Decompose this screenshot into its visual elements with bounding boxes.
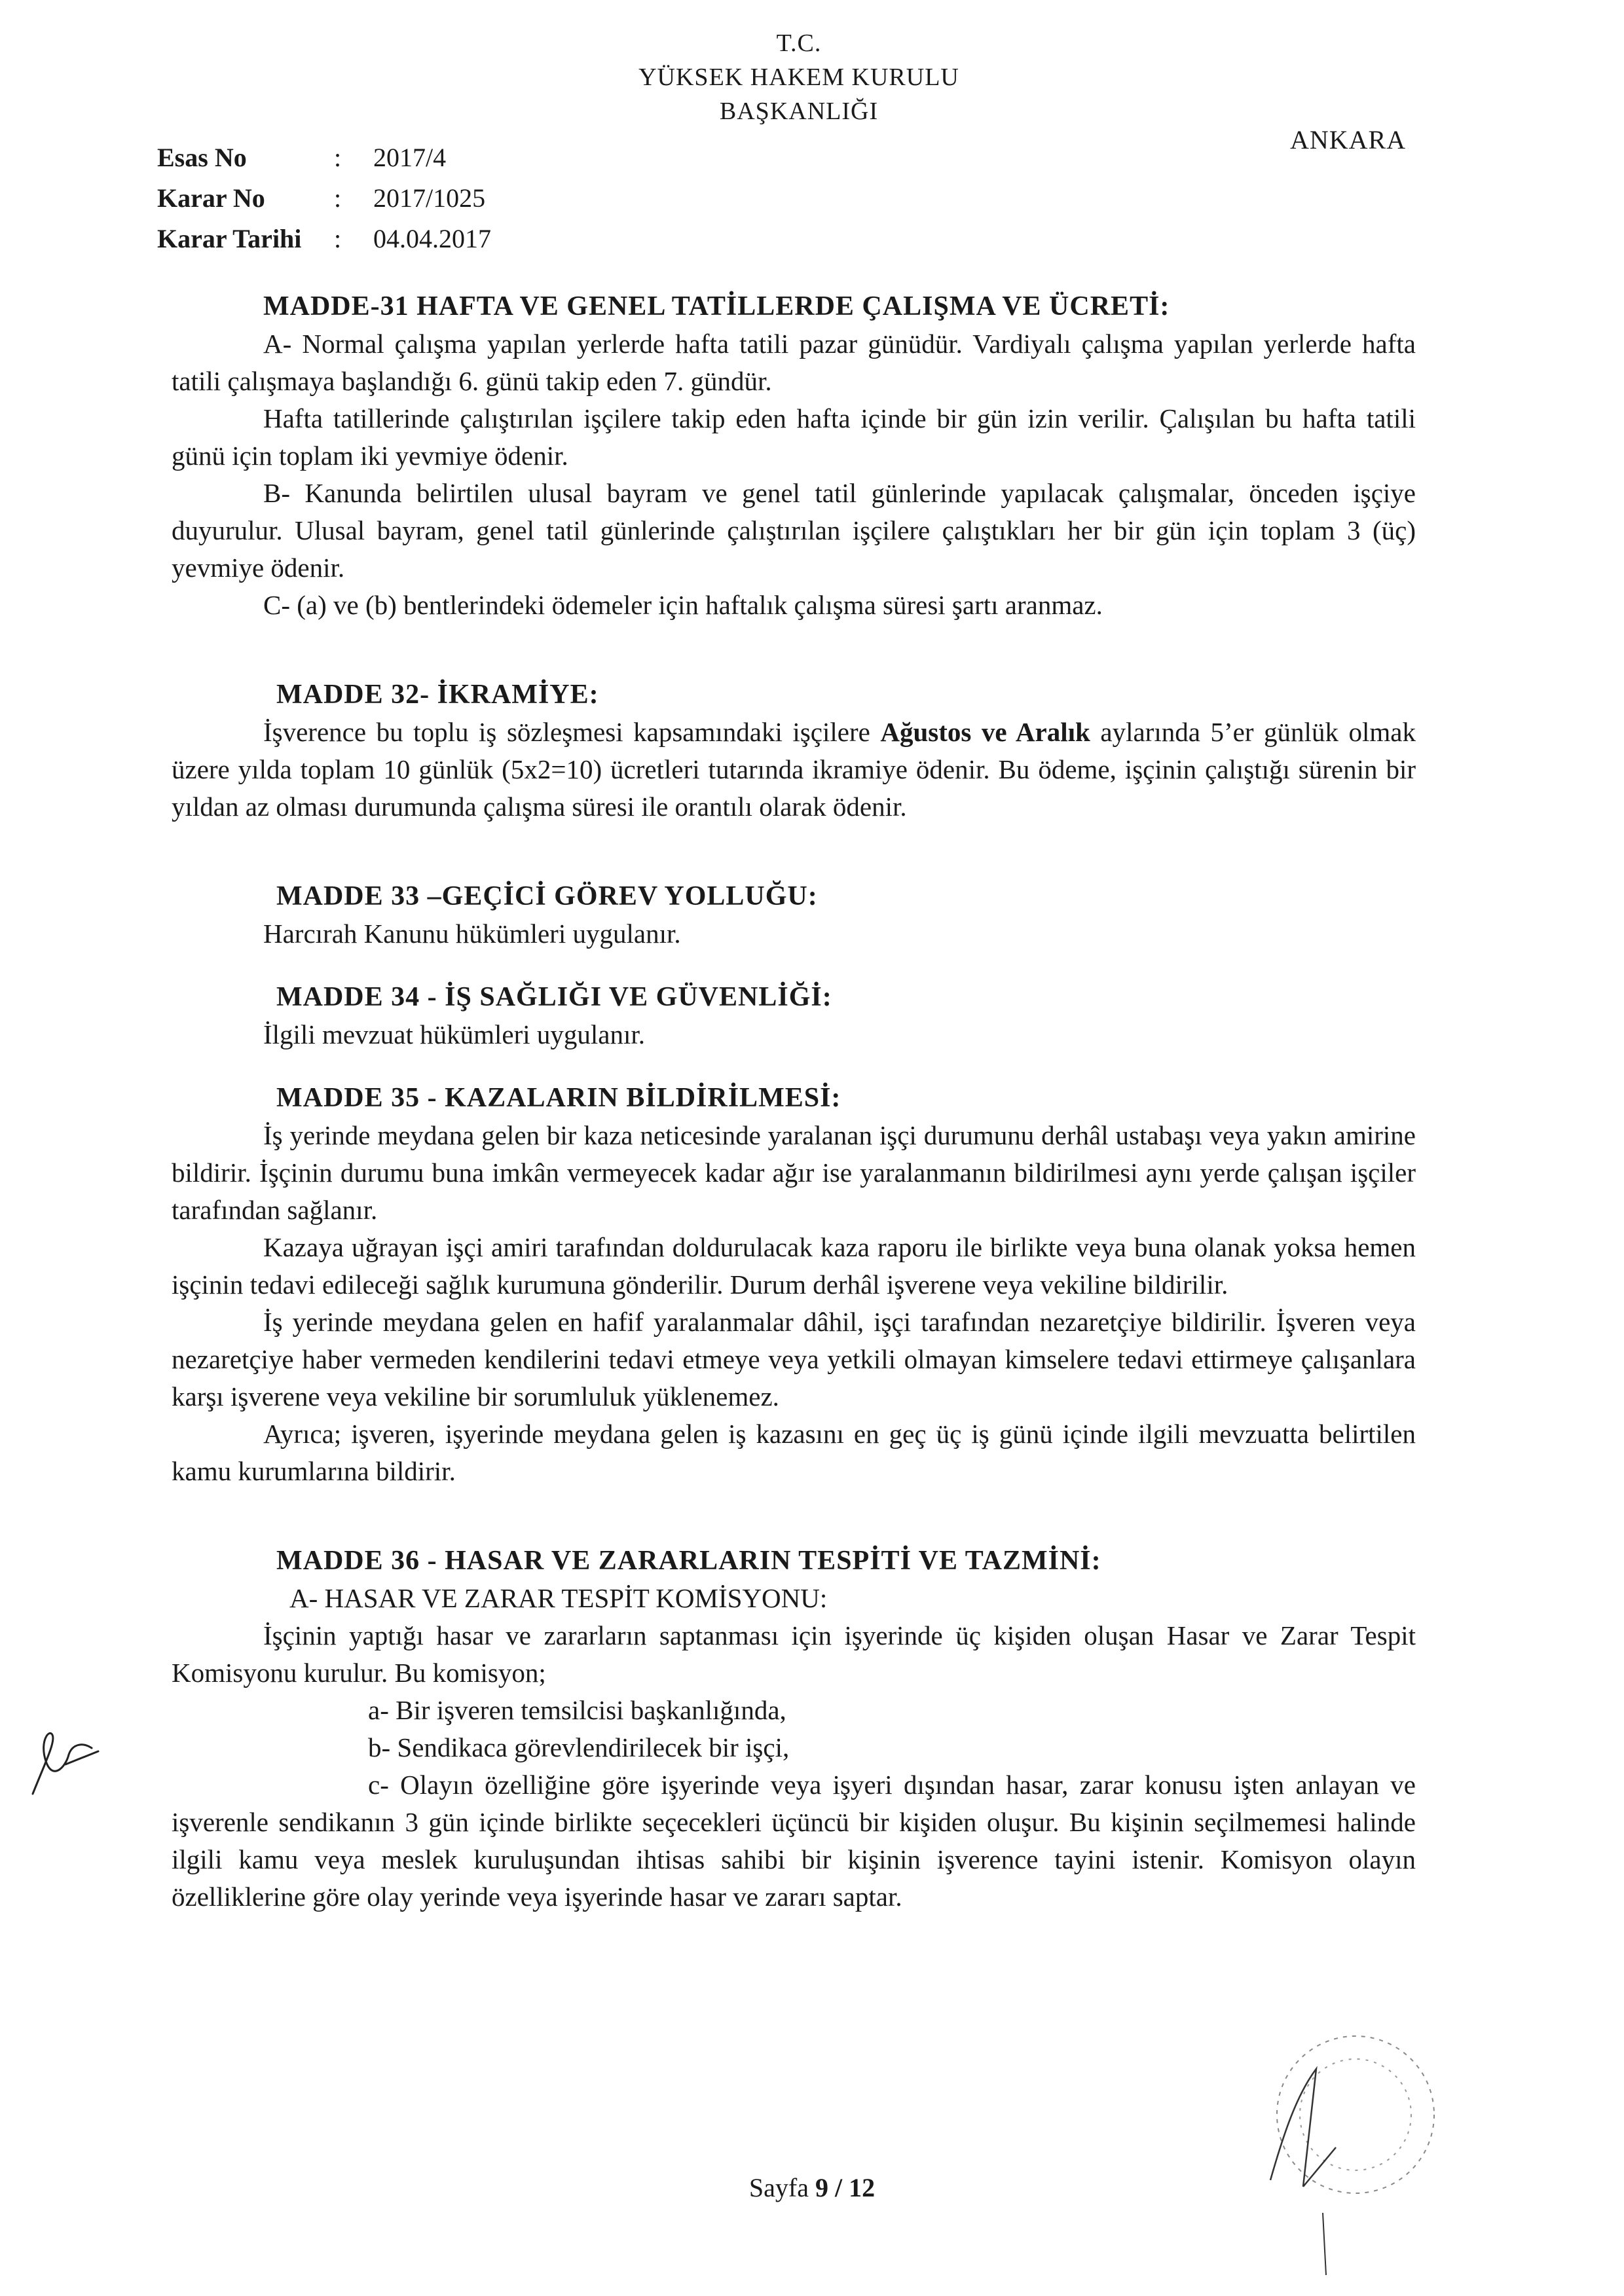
article-35-para-4: Ayrıca; işveren, işyerinde meydana gelen iş kazasını en geç üç iş günü içinde ilgili mevzuatta belirtilen kamu kurumlarına bildirir. [172,1419,1416,1486]
meta-separator: : [334,183,342,213]
article-36-para-1: İşçinin yaptığı hasar ve zararların saptanması için işyerinde üç kişiden oluşan Hasar ve Zarar Tespit Komisyonu kurulur. Bu komisyon; [172,1620,1416,1688]
meta-label: Esas No [157,143,247,172]
article-32-text-a: İşverence bu toplu iş sözleşmesi kapsamındaki işçilere [263,717,881,747]
document-body [172,288,1416,1916]
article-33-para: Harcırah Kanunu hükümleri uygulanır. [263,919,681,949]
case-meta [157,137,491,259]
meta-separator: : [334,143,342,172]
article-32-para [172,714,1416,826]
article-32-months: Ağustos ve Aralık [880,717,1090,747]
article-36-title: MADDE 36 - HASAR VE ZARARLARIN TESPİTİ VE TAZMİNİ: [276,1546,1101,1576]
article-36-subheading: A- HASAR VE ZARAR TESPİT KOMİSYONU: [289,1583,828,1613]
handwritten-initials-icon [20,1722,124,1807]
meta-row-karar [157,178,491,219]
article-31-para-a-first: A- Normal çalışma yapılan yerlerde hafta tatili pazar günüdür. Vardiyalı çalışma yapılan yerlerde hafta tatili çalışmaya başlandığı 6. günü takip eden 7. gündür. [172,329,1416,396]
article-31-para-b: B- Kanunda belirtilen ulusal bayram ve genel tatil günlerinde yapılacak çalışmalar, önceden işçiye duyurulur. Ulusal bayram, genel tatil günlerinde çalıştırılan işçilere çalıştıkları her bir gün için toplam 3 (üç) yevmiye ödenir. [172,478,1416,583]
meta-label: Karar Tarihi [157,224,302,253]
meta-separator: : [334,224,342,253]
article-31-para-c: C- (a) ve (b) bentlerindeki ödemeler için haftalık çalışma süresi şartı aranmaz. [263,590,1103,620]
article-36-item-b: b- Sendikaca görevlendirilecek bir işçi, [368,1732,790,1762]
article-31-title: MADDE-31 HAFTA VE GENEL TATİLLERDE ÇALIŞMA VE ÜCRETİ: [263,291,1170,321]
article-35-title: MADDE 35 - KAZALARIN BİLDİRİLMESİ: [276,1083,841,1113]
meta-value: 2017/1025 [373,183,486,213]
spacer [172,953,1416,979]
page-number: 9 / 12 [815,2173,876,2202]
article-33-title: MADDE 33 –GEÇİCİ GÖREV YOLLUĞU: [276,881,818,911]
header-institution: YÜKSEK HAKEM KURULU [638,64,959,91]
spacer [172,1053,1416,1080]
meta-value: 2017/4 [373,143,447,172]
meta-row-esas [157,137,491,178]
article-32-text-c: aylarında 5’er günlük olmak üzere yılda toplam 10 günlük (5x2=10) ücretleri tutarında ikramiye ödenir. Bu ödeme, işçinin çalıştığı sürenin bir yıldan az olması durumunda çalışma süresi ile orantılı olarak ödenir. [172,717,1416,822]
meta-label: Karar No [157,183,265,213]
institution-header [550,26,1048,128]
article-35-para-2: Kazaya uğrayan işçi amiri tarafından doldurulacak kaza raporu ile birlikte veya buna olanak yoksa hemen işçinin tedavi edileceği sağlık kurumuna gönderilir. Durum derhâl işverene veya vekiline bildirilir. [172,1232,1416,1300]
meta-row-tarih [157,219,491,259]
header-presidency: BAŞKANLIĞI [719,98,879,125]
article-34-para: İlgili mevzuat hükümleri uygulanır. [263,1019,645,1049]
header-city: ANKARA [1290,125,1407,155]
article-35-para-1: İş yerinde meydana gelen bir kaza neticesinde yaralanan işçi durumunu derhâl ustabaşı veya yakın amirine bildirir. İşçinin durumu buna imkân vermeyecek kadar ağır ise yaralanmanın bildirilmesi aynı yerde çalışan işçiler tarafından sağlanır. [172,1120,1416,1225]
spacer [172,1490,1416,1542]
article-34-title: MADDE 34 - İŞ SAĞLIĞI VE GÜVENLİĞİ: [276,982,832,1012]
spacer [172,826,1416,878]
page-label: Sayfa [748,2173,815,2202]
article-35-para-3: İş yerinde meydana gelen en hafif yaralanmalar dâhil, işçi tarafından nezaretçiye bildirilir. İşveren veya nezaretçiye haber vermeden kendilerini tedavi etmeye veya yetkili olmayan kimselere tedavi ettirmeye çalışanlara karşı işverene veya vekiline bir sorumluluk yüklenemez. [172,1307,1416,1412]
spacer [172,624,1416,676]
official-stamp-icon [1244,2016,1460,2278]
article-32-title: MADDE 32- İKRAMİYE: [276,680,599,710]
meta-value: 04.04.2017 [373,224,491,253]
article-31-para: Hafta tatillerinde çalıştırılan işçilere takip eden hafta içinde bir gün izin verilir. Çalışılan bu hafta tatili günü için toplam iki yevmiye ödenir. [172,403,1416,471]
article-36-item-a: a- Bir işveren temsilcisi başkanlığında, [368,1695,786,1725]
article-36-item-c: c- Olayın özelliğine göre işyerinde veya işyeri dışından hasar, zarar konusu işten anlayan ve işverenle sendikanın 3 gün içinde birlikte seçecekleri üçüncü bir kişiden oluşur. Bu kişinin seçilmemesi halinde ilgili kamu veya meslek kuruluşundan ihtisas sahibi bir kişinin işverence tayini istenir. Komisyon olayın özelliklerine göre olay yerinde veya işyerinde hasar ve zararı saptar. [172,1770,1416,1912]
header-tc: T.C. [776,29,822,57]
